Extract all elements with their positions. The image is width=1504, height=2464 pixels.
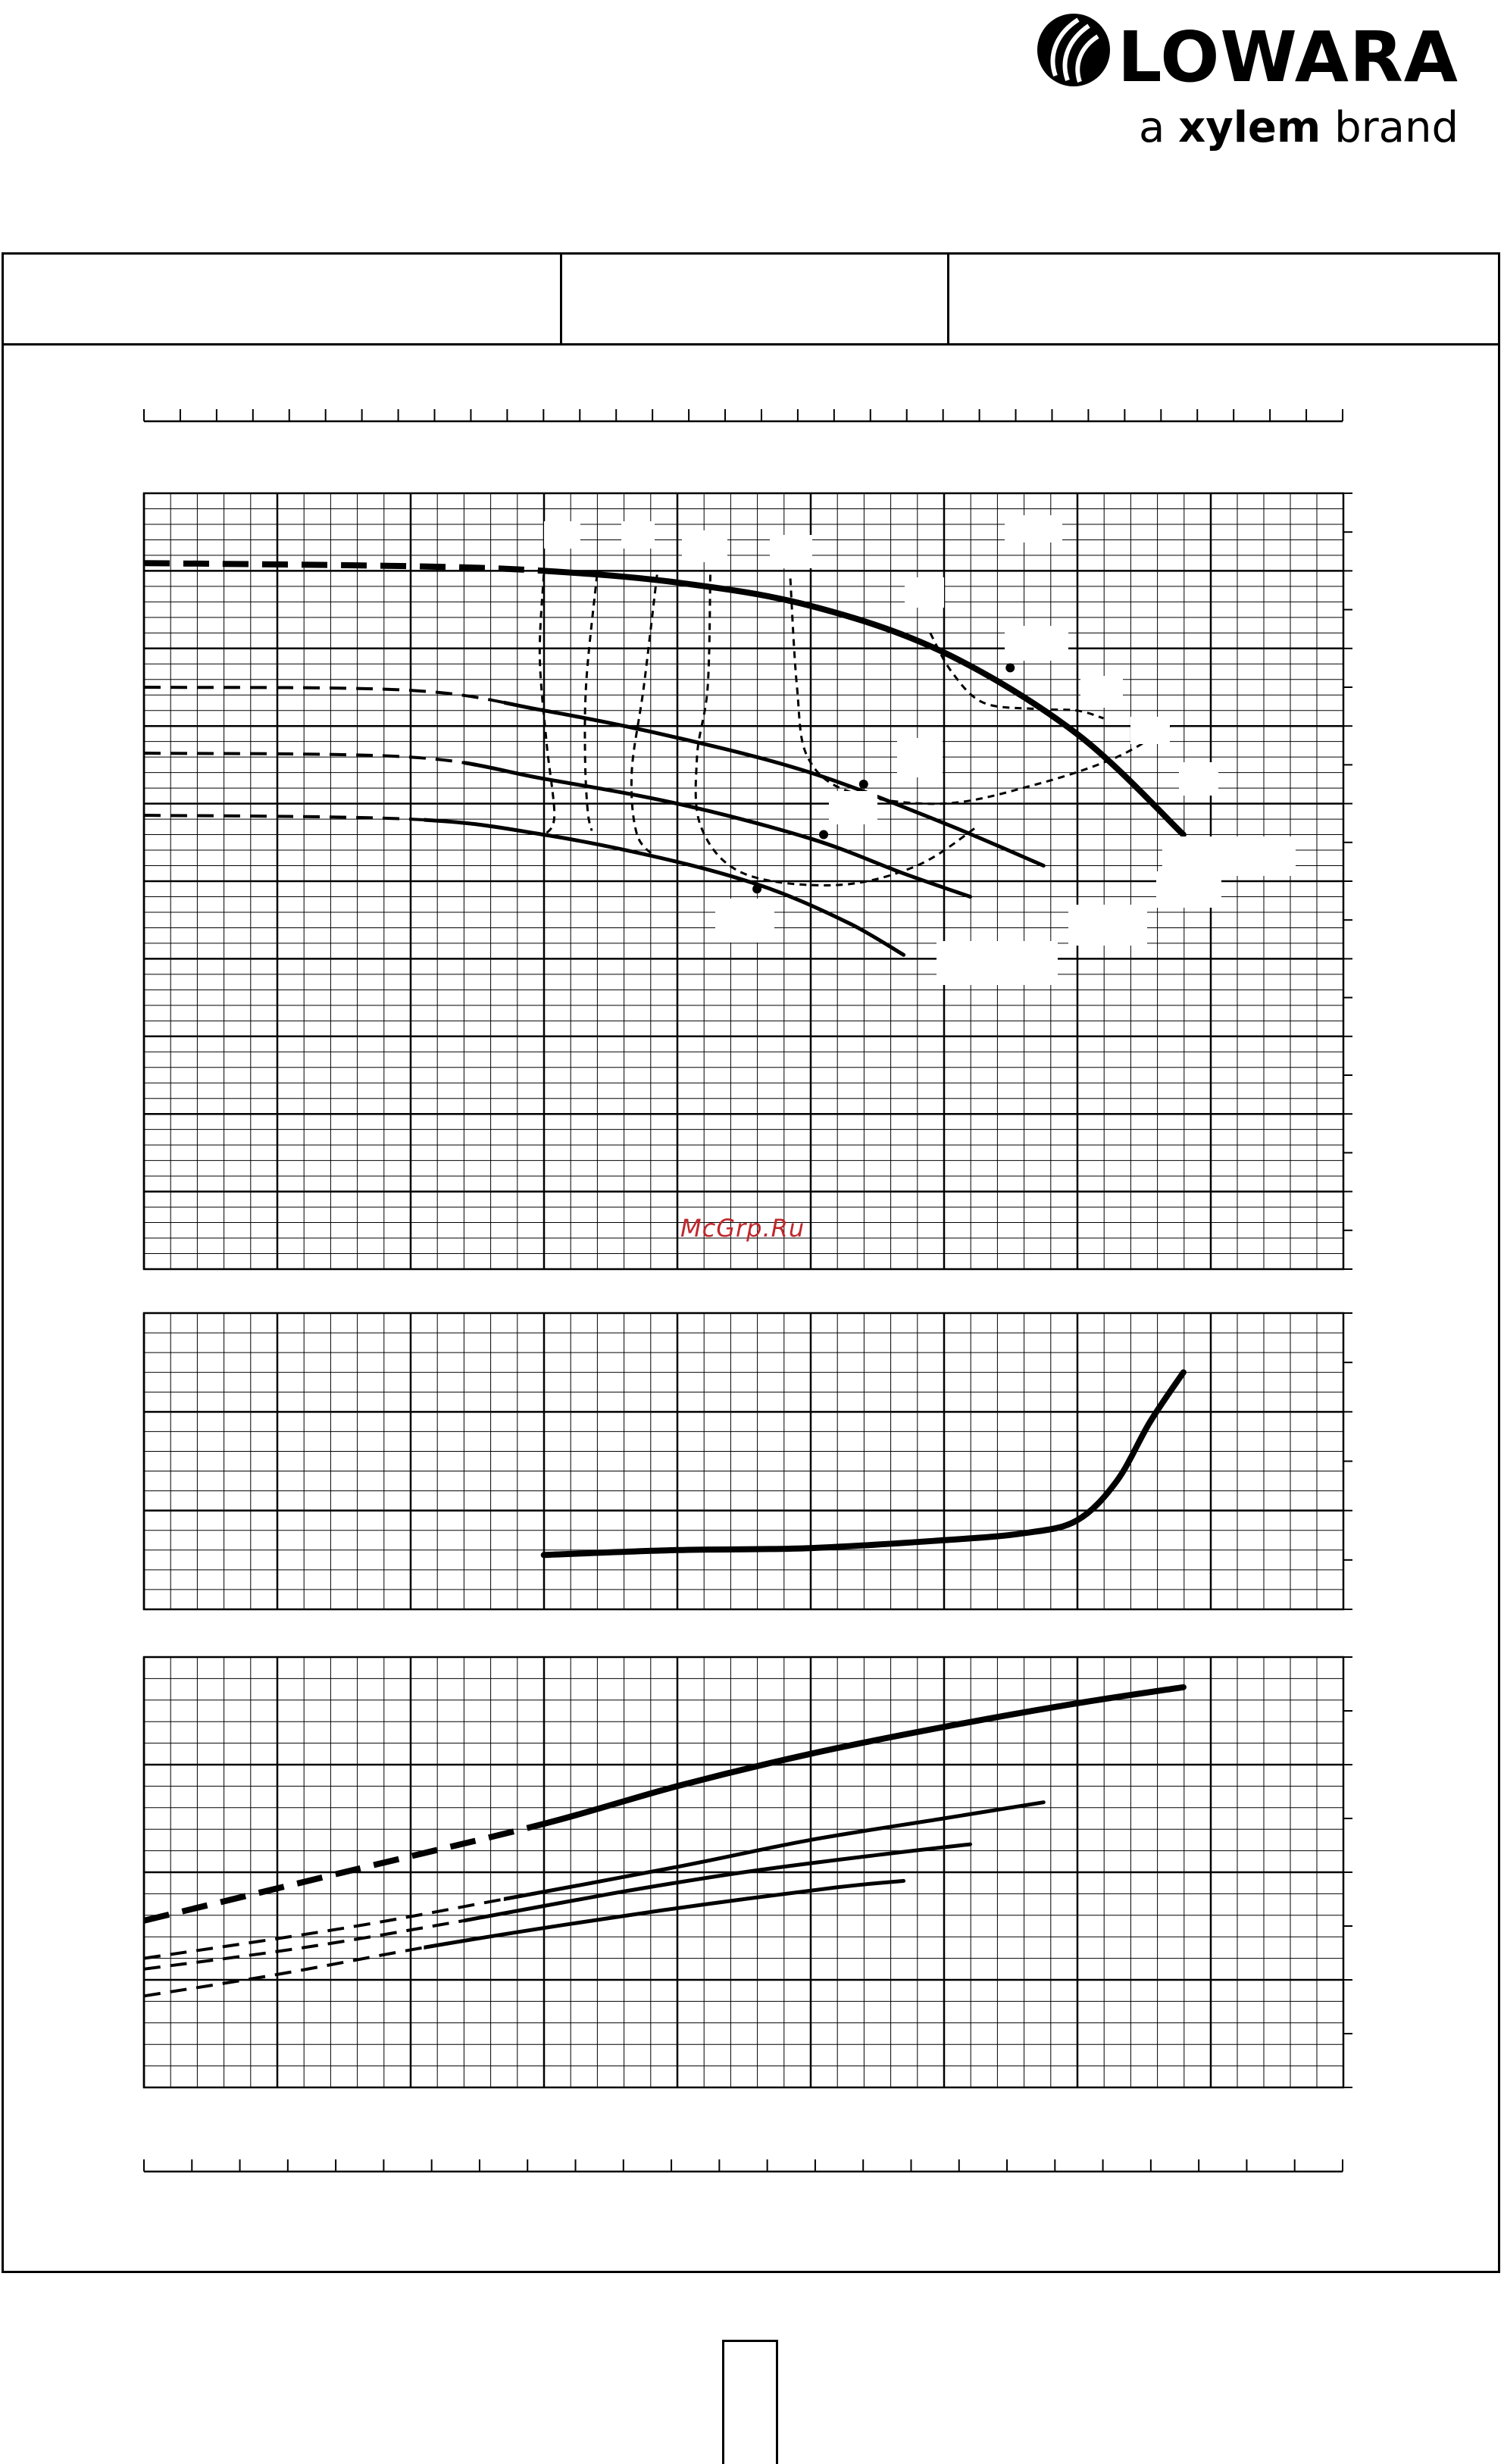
label-mask xyxy=(905,577,944,608)
power-chart xyxy=(144,1657,1352,2087)
label-mask xyxy=(621,521,655,549)
curve-dashed-extension xyxy=(144,753,971,897)
head-chart xyxy=(144,493,1352,1909)
label-mask xyxy=(1005,626,1068,661)
brand-name: LOWARA xyxy=(1117,17,1459,98)
operating-point-marker xyxy=(819,830,828,840)
efficiency-iso-curve xyxy=(585,575,597,831)
plot-frame xyxy=(144,1313,1343,1609)
label-mask xyxy=(829,791,877,824)
efficiency-iso-curve xyxy=(696,575,977,886)
label-mask xyxy=(1005,515,1062,543)
curve-dashed-extension xyxy=(144,1881,904,1996)
label-mask xyxy=(715,899,774,943)
curve-dashed-extension xyxy=(544,1372,1184,1555)
label-mask xyxy=(770,535,812,568)
efficiency-iso-curve xyxy=(539,575,554,835)
tagline-suffix: brand xyxy=(1321,103,1459,152)
operating-point-marker xyxy=(1005,663,1015,672)
label-mask xyxy=(1055,1817,1177,1861)
label-mask xyxy=(1130,717,1170,744)
curve-dashed-extension xyxy=(144,1844,971,1969)
curve-main xyxy=(544,1372,1184,1555)
label-mask xyxy=(936,941,1058,985)
operating-point-marker xyxy=(752,884,761,893)
npsh-chart xyxy=(144,1313,1352,1609)
curve-reduced-impeller xyxy=(144,815,904,955)
label-mask xyxy=(1118,1770,1249,1809)
top-flow-scale xyxy=(144,409,1343,421)
label-mask xyxy=(1068,905,1147,946)
bottom-flow-scale xyxy=(144,2159,1343,2172)
label-mask xyxy=(1162,836,1296,876)
curve-reduced-impeller xyxy=(144,1803,1043,1959)
curve-main xyxy=(144,563,1184,834)
label-mask xyxy=(1080,676,1123,708)
label-mask xyxy=(897,738,943,777)
label-mask xyxy=(544,521,580,549)
label-mask xyxy=(1156,871,1221,908)
page-number-box xyxy=(722,2340,778,2464)
label-mask xyxy=(1209,1714,1343,1753)
curve-dashed-extension xyxy=(144,815,904,955)
operating-point-marker xyxy=(859,780,868,789)
watermark-text: McGrp.Ru xyxy=(680,1214,805,1243)
label-mask xyxy=(682,530,727,562)
label-mask xyxy=(1179,762,1218,796)
curve-reduced-impeller xyxy=(144,1844,971,1969)
tagline-prefix: a xyxy=(1138,103,1179,152)
curve-reduced-impeller xyxy=(144,753,971,897)
tagline-xylem: xylem xyxy=(1178,103,1321,152)
